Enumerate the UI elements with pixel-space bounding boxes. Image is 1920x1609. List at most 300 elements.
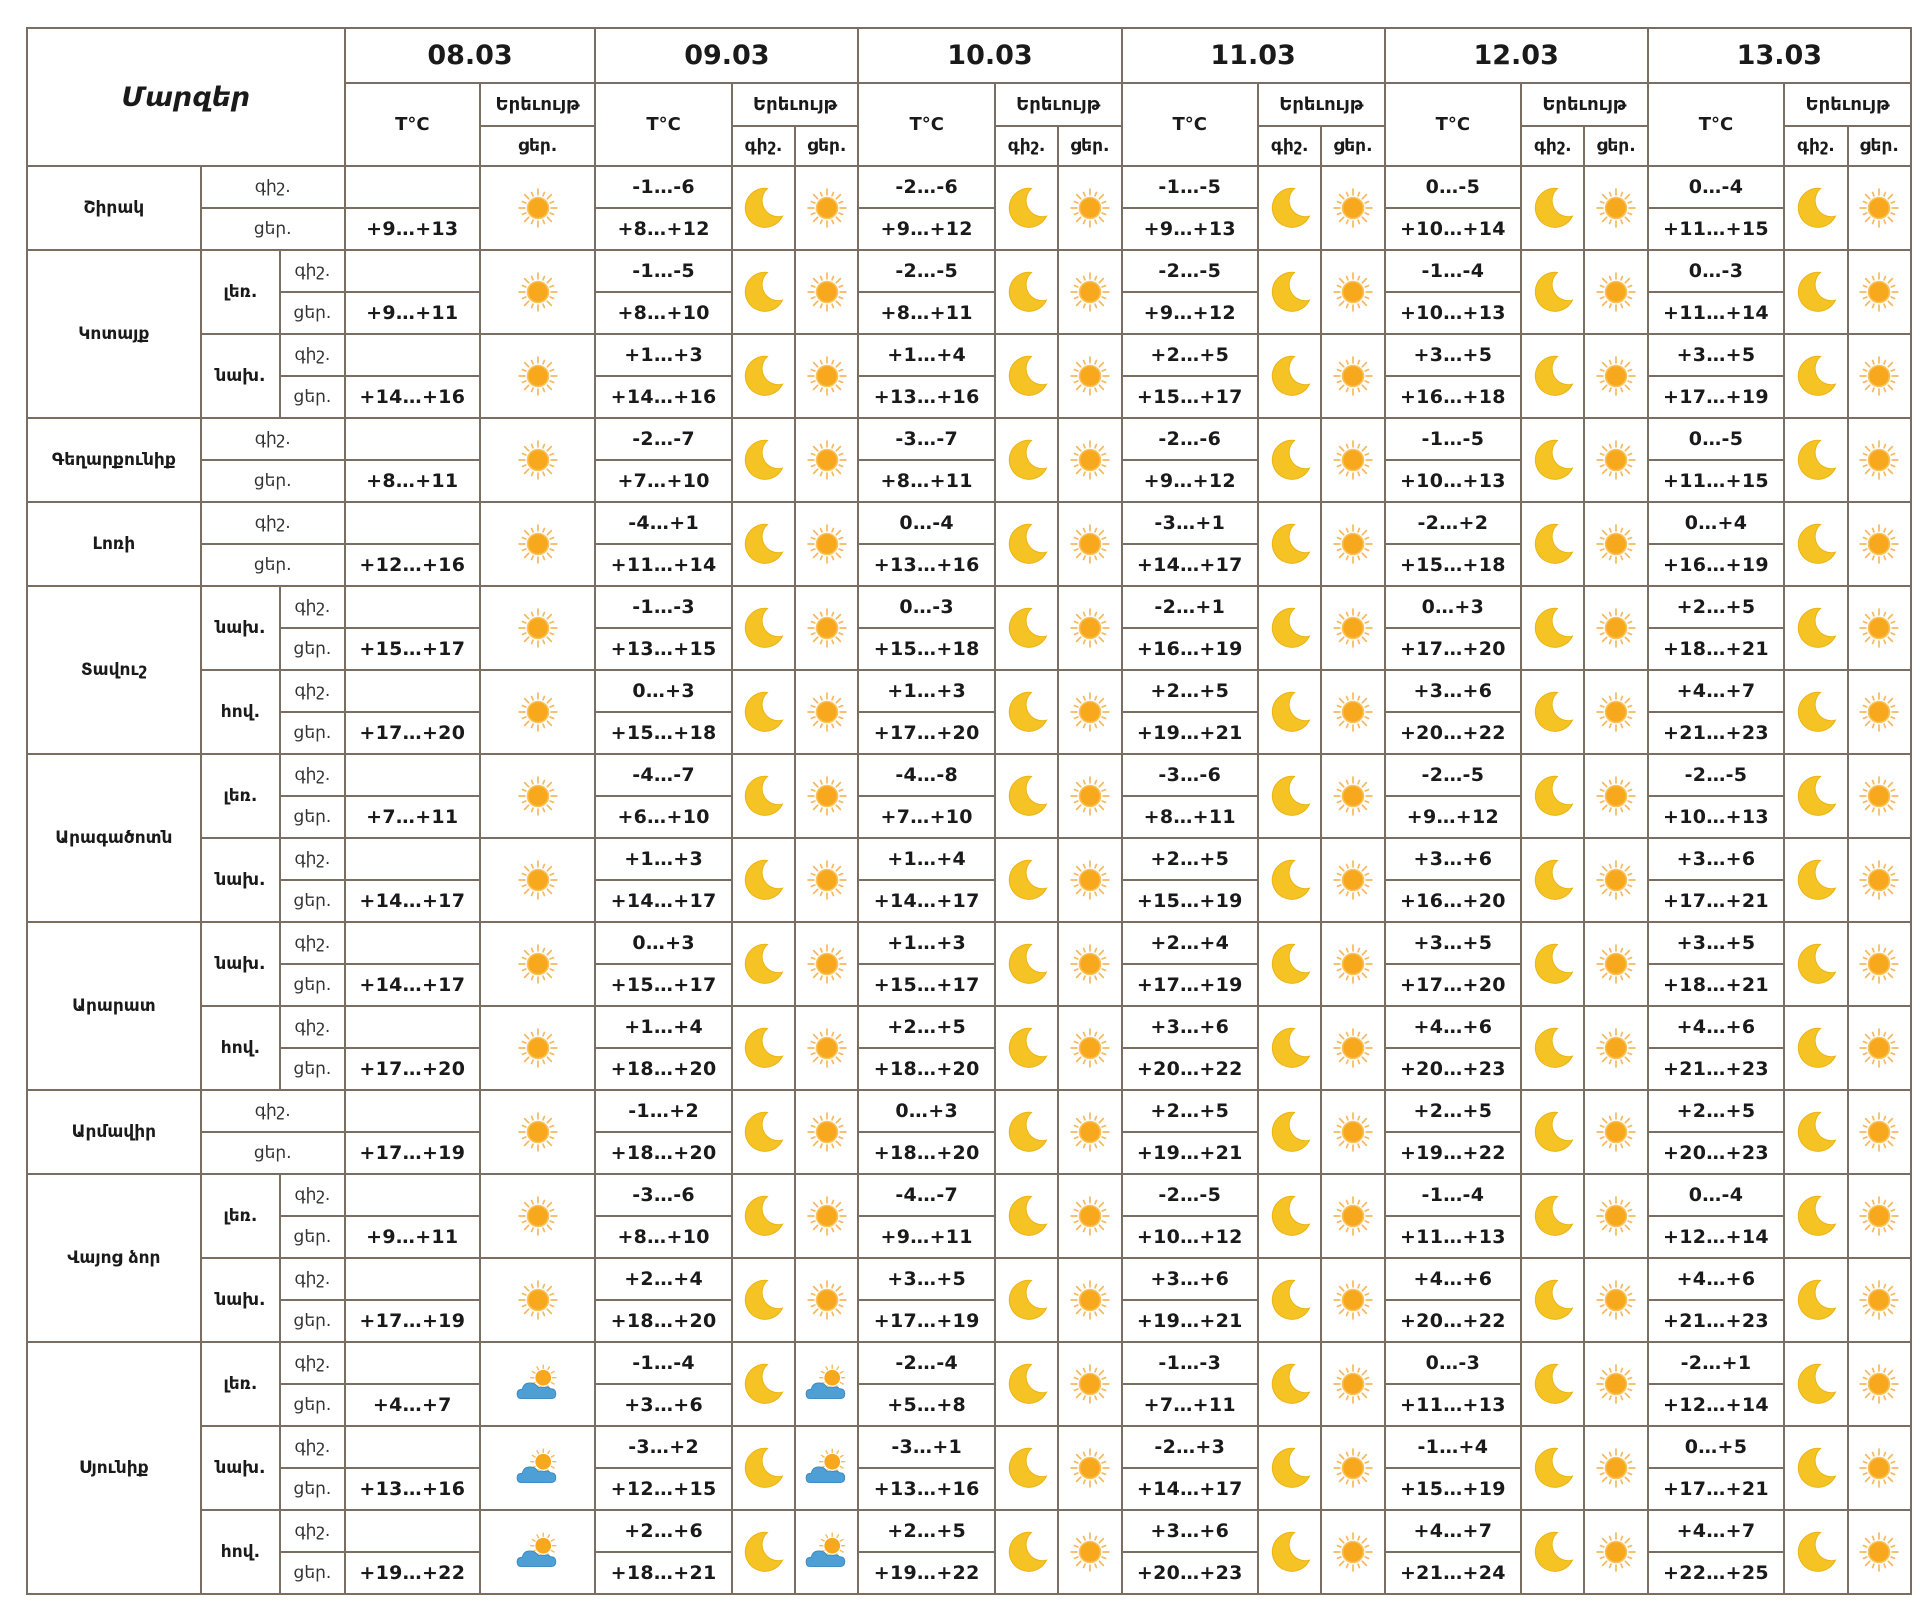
day-temperature: +9…+12 [1122,292,1259,334]
moon-icon [732,166,795,250]
day-temperature: +20…+22 [1385,1300,1522,1342]
forecast-table [26,27,1912,1595]
night-label: գիշ. [280,1342,345,1384]
day-temperature: +15…+18 [1385,544,1522,586]
sun-icon [1321,502,1384,586]
sun-icon [480,1258,595,1342]
moon-icon [732,838,795,922]
sun-icon [1584,586,1647,670]
region-name: Տավուշ [27,586,201,754]
moon-icon [1784,1426,1847,1510]
day-temperature: +17…+19 [1648,376,1785,418]
sun-icon [1584,250,1647,334]
moon-icon [995,502,1058,586]
moon-icon [995,754,1058,838]
subzone-label: լեռ. [201,754,280,838]
moon-icon [732,334,795,418]
moon-icon [732,1006,795,1090]
night-temperature [345,418,480,460]
moon-icon [1258,502,1321,586]
sun-icon [1321,418,1384,502]
moon-icon [732,1426,795,1510]
day-temperature: +21…+23 [1648,1300,1785,1342]
sun-icon [480,502,595,586]
day-temperature: +18…+20 [858,1132,995,1174]
day-temperature: +17…+19 [1122,964,1259,1006]
region-name: Կոտայք [27,250,201,418]
day-temperature: +7…+11 [345,796,480,838]
day-temperature: +11…+15 [1648,460,1785,502]
day-temperature: +10…+13 [1385,292,1522,334]
day-temperature: +9…+12 [858,208,995,250]
moon-icon [1258,1426,1321,1510]
night-temperature [345,1174,480,1216]
sun-icon [1584,1258,1647,1342]
sun-icon [1584,1174,1647,1258]
night-temperature: +4…+6 [1648,1258,1785,1300]
night-temperature: +3…+5 [1385,334,1522,376]
sun-icon [480,838,595,922]
temp-column-header: T°C [1648,83,1785,166]
night-temperature: 0…-3 [1385,1342,1522,1384]
night-row [27,754,1911,796]
day-label: ցեր. [280,376,345,418]
region-name: Լոռի [27,502,201,586]
night-label: գիշ. [201,418,345,460]
night-temperature: +2…+5 [1122,670,1259,712]
sun-icon [480,670,595,754]
night-temperature: -2…+3 [1122,1426,1259,1468]
sun-icon [795,754,858,838]
sun-icon [1584,502,1647,586]
night-row [27,922,1911,964]
day-temperature: +15…+17 [858,964,995,1006]
sun-icon [1848,922,1912,1006]
moon-icon [1784,586,1847,670]
sun-icon [480,586,595,670]
night-temperature: 0…+3 [858,1090,995,1132]
sun-icon [1321,586,1384,670]
night-temperature: -2…-5 [1648,754,1785,796]
day-temperature: +17…+21 [1648,880,1785,922]
day-temperature: +14…+16 [345,376,480,418]
moon-icon [1521,1090,1584,1174]
sun-icon [480,1006,595,1090]
night-temperature [345,1510,480,1552]
region-name: Շիրակ [27,166,201,250]
night-temperature: -2…+2 [1385,502,1522,544]
phenomenon-header: Երեւույթ [1258,83,1385,126]
sun-icon [1058,670,1121,754]
moon-icon [1784,166,1847,250]
day-temperature: +21…+23 [1648,712,1785,754]
night-temperature: -3…+1 [858,1426,995,1468]
day-label: ցեր. [1321,126,1384,166]
night-temperature: +1…+4 [595,1006,732,1048]
moon-icon [1784,670,1847,754]
night-temperature: -1…-4 [1385,250,1522,292]
night-temperature: -2…-7 [595,418,732,460]
day-label: ցեր. [795,126,858,166]
night-temperature: +1…+4 [858,334,995,376]
day-temperature: +18…+20 [595,1132,732,1174]
night-label: գիշ. [995,126,1058,166]
day-temperature: +12…+16 [345,544,480,586]
moon-icon [1784,1342,1847,1426]
subzone-label: նախ. [201,334,280,418]
sun-icon [1584,1342,1647,1426]
subzone-label: լեռ. [201,250,280,334]
sun-icon [795,922,858,1006]
sun-icon [1848,334,1912,418]
night-temperature: 0…-4 [1648,166,1785,208]
night-temperature: -2…-5 [1385,754,1522,796]
night-temperature [345,1426,480,1468]
date-header: 09.03 [595,28,858,83]
day-label: ցեր. [201,1132,345,1174]
sun-icon [795,166,858,250]
day-temperature: +21…+23 [1648,1048,1785,1090]
day-temperature: +11…+14 [595,544,732,586]
night-temperature [345,502,480,544]
night-temperature: +1…+3 [595,838,732,880]
moon-icon [732,250,795,334]
sun-icon [795,670,858,754]
night-label: գիշ. [280,838,345,880]
moon-icon [1521,166,1584,250]
night-temperature: 0…+3 [595,922,732,964]
night-temperature [345,838,480,880]
moon-icon [1258,1258,1321,1342]
moon-icon [1258,754,1321,838]
night-row [27,334,1911,376]
moon-icon [995,1510,1058,1594]
day-temperature: +17…+20 [1385,964,1522,1006]
day-temperature: +14…+17 [345,880,480,922]
moon-icon [1521,754,1584,838]
sun-icon [1058,1258,1121,1342]
night-temperature: -3…+2 [595,1426,732,1468]
day-temperature: +9…+12 [1385,796,1522,838]
sun-icon [1848,838,1912,922]
sun-icon [795,334,858,418]
day-temperature: +15…+18 [858,628,995,670]
day-label: ցեր. [280,964,345,1006]
sun-icon [795,838,858,922]
phenomenon-header: Երեւույթ [1521,83,1648,126]
night-temperature [345,1090,480,1132]
moon-icon [1258,1342,1321,1426]
subzone-label: լեռ. [201,1174,280,1258]
moon-icon [995,922,1058,1006]
moon-icon [732,418,795,502]
sun-icon [1058,1510,1121,1594]
regions-header: Մարզեր [27,28,345,166]
sun-icon [480,418,595,502]
day-temperature: +7…+10 [858,796,995,838]
moon-icon [1258,1090,1321,1174]
moon-icon [1258,838,1321,922]
day-temperature: +8…+11 [858,460,995,502]
sun-icon [1584,754,1647,838]
sun-icon [1321,670,1384,754]
moon-icon [1521,670,1584,754]
moon-icon [1784,838,1847,922]
day-temperature: +12…+14 [1648,1384,1785,1426]
night-label: գիշ. [280,250,345,292]
sun-icon [1321,1174,1384,1258]
day-temperature: +14…+17 [595,880,732,922]
night-label: գիշ. [280,334,345,376]
sun-icon [1584,166,1647,250]
night-temperature: -1…-4 [595,1342,732,1384]
day-temperature: +11…+13 [1385,1216,1522,1258]
sun-icon [480,1174,595,1258]
night-temperature: +3…+6 [1385,670,1522,712]
night-temperature: +3…+5 [858,1258,995,1300]
sun-icon [795,586,858,670]
sun-icon [1584,922,1647,1006]
day-temperature: +9…+13 [345,208,480,250]
sun-icon [1848,754,1912,838]
night-temperature: +3…+6 [1122,1258,1259,1300]
subzone-label: լեռ. [201,1342,280,1426]
sun-icon [1584,670,1647,754]
day-temperature: +17…+19 [858,1300,995,1342]
day-temperature: +16…+19 [1648,544,1785,586]
night-label: գիշ. [201,166,345,208]
moon-icon [995,1258,1058,1342]
sun-icon [1584,1090,1647,1174]
moon-icon [1521,1258,1584,1342]
sun-icon [1584,418,1647,502]
night-temperature: 0…-4 [1648,1174,1785,1216]
night-label: գիշ. [280,670,345,712]
moon-icon [1521,1342,1584,1426]
night-temperature: +1…+3 [595,334,732,376]
day-temperature: +17…+20 [345,1048,480,1090]
day-temperature: +8…+12 [595,208,732,250]
phenomenon-header: Երեւույթ [995,83,1122,126]
day-temperature: +13…+16 [858,1468,995,1510]
night-temperature: +3…+6 [1648,838,1785,880]
date-header: 12.03 [1385,28,1648,83]
sun-icon [1058,502,1121,586]
day-temperature: +10…+13 [1385,460,1522,502]
sun-icon [1584,334,1647,418]
night-temperature: +4…+7 [1648,1510,1785,1552]
moon-icon [1784,1258,1847,1342]
day-temperature: +20…+23 [1122,1552,1259,1594]
day-temperature: +17…+20 [1385,628,1522,670]
moon-icon [995,250,1058,334]
night-label: գիշ. [280,754,345,796]
moon-icon [732,754,795,838]
sun-icon [480,1090,595,1174]
sun-icon [1321,1090,1384,1174]
sun-icon [1848,1174,1912,1258]
day-temperature: +9…+11 [345,1216,480,1258]
night-temperature: 0…+4 [1648,502,1785,544]
moon-icon [1258,334,1321,418]
night-temperature: 0…+5 [1648,1426,1785,1468]
moon-icon [995,166,1058,250]
night-temperature [345,754,480,796]
subzone-label: նախ. [201,1426,280,1510]
day-temperature: +5…+8 [858,1384,995,1426]
day-temperature: +9…+11 [345,292,480,334]
day-temperature: +19…+21 [1122,712,1259,754]
sun-icon [1848,1258,1912,1342]
day-label: ցեր. [1584,126,1647,166]
sun-icon [1584,1006,1647,1090]
day-temperature: +9…+13 [1122,208,1259,250]
sun-icon [795,1258,858,1342]
day-temperature: +6…+10 [595,796,732,838]
sun-icon [795,250,858,334]
day-temperature: +18…+21 [1648,964,1785,1006]
date-header: 11.03 [1122,28,1385,83]
sun-icon [1584,838,1647,922]
night-temperature: -3…-6 [1122,754,1259,796]
moon-icon [1784,502,1847,586]
day-temperature: +15…+17 [1122,376,1259,418]
night-label: գիշ. [1784,126,1847,166]
night-temperature: -1…-5 [595,250,732,292]
moon-icon [1521,838,1584,922]
sun-icon [1848,1090,1912,1174]
day-label: ցեր. [280,1216,345,1258]
day-temperature: +16…+19 [1122,628,1259,670]
day-temperature: +8…+11 [1122,796,1259,838]
moon-icon [995,334,1058,418]
night-row [27,418,1911,460]
moon-icon [1521,1174,1584,1258]
night-temperature: 0…+3 [595,670,732,712]
moon-icon [995,838,1058,922]
night-label: գիշ. [1521,126,1584,166]
moon-icon [1784,334,1847,418]
night-row [27,586,1911,628]
night-temperature: +4…+7 [1648,670,1785,712]
day-temperature: +20…+22 [1122,1048,1259,1090]
sun-icon [1584,1510,1647,1594]
day-temperature: +14…+16 [595,376,732,418]
moon-icon [1521,418,1584,502]
night-label: գիշ. [201,502,345,544]
moon-icon [1784,1006,1847,1090]
sun-icon [480,166,595,250]
moon-icon [1784,1174,1847,1258]
night-row [27,670,1911,712]
day-temperature: +22…+25 [1648,1552,1785,1594]
night-temperature [345,1006,480,1048]
subzone-label: հով. [201,1006,280,1090]
night-temperature: +4…+7 [1385,1510,1522,1552]
night-temperature: +2…+5 [1122,334,1259,376]
day-temperature: +15…+19 [1122,880,1259,922]
night-label: գիշ. [280,1006,345,1048]
night-temperature: -1…-5 [1385,418,1522,460]
night-temperature: +2…+5 [1648,1090,1785,1132]
night-row [27,502,1911,544]
sun-icon [480,334,595,418]
night-row [27,1510,1911,1552]
day-temperature: +14…+17 [858,880,995,922]
subzone-label: նախ. [201,922,280,1006]
day-temperature: +14…+17 [1122,1468,1259,1510]
day-temperature: +4…+7 [345,1384,480,1426]
day-temperature: +11…+14 [1648,292,1785,334]
sun-icon [1584,1426,1647,1510]
night-temperature: +4…+6 [1385,1006,1522,1048]
day-label: ցեր. [280,880,345,922]
moon-icon [1784,1510,1847,1594]
night-row [27,1258,1911,1300]
sun-icon [795,1174,858,1258]
night-temperature [345,586,480,628]
night-temperature [345,1258,480,1300]
night-temperature: -2…-6 [858,166,995,208]
night-temperature: 0…-3 [1648,250,1785,292]
sun-icon [1058,334,1121,418]
sun-icon [1058,1174,1121,1258]
moon-icon [1521,502,1584,586]
forecast-sheet [26,27,1912,1595]
day-label: ցեր. [280,1552,345,1594]
temp-column-header: T°C [345,83,480,166]
moon-icon [1784,1090,1847,1174]
moon-icon [1784,418,1847,502]
night-temperature: +3…+5 [1648,334,1785,376]
date-header: 10.03 [858,28,1121,83]
region-name: Արմավիր [27,1090,201,1174]
sun-icon [1058,1426,1121,1510]
day-temperature: +15…+17 [345,628,480,670]
day-temperature: +17…+20 [858,712,995,754]
subzone-label: հով. [201,670,280,754]
moon-icon [732,922,795,1006]
moon-icon [732,670,795,754]
night-temperature: 0…-4 [858,502,995,544]
night-row [27,1006,1911,1048]
region-name: Արագածոտն [27,754,201,922]
sun-icon [1848,670,1912,754]
day-label: ցեր. [201,208,345,250]
night-row [27,1426,1911,1468]
night-temperature: -4…+1 [595,502,732,544]
night-temperature: -2…+1 [1648,1342,1785,1384]
sun-icon [1321,250,1384,334]
night-temperature: -1…-3 [595,586,732,628]
day-temperature: +18…+20 [595,1048,732,1090]
moon-icon [732,1510,795,1594]
night-temperature: +2…+6 [595,1510,732,1552]
moon-icon [995,1426,1058,1510]
sun-icon [1848,166,1912,250]
day-temperature: +13…+15 [595,628,732,670]
sun-icon [1848,1426,1912,1510]
moon-icon [995,1174,1058,1258]
day-temperature: +14…+17 [345,964,480,1006]
night-temperature: -2…-5 [858,250,995,292]
night-temperature [345,250,480,292]
day-temperature: +20…+23 [1648,1132,1785,1174]
subzone-label: նախ. [201,1258,280,1342]
day-label: ցեր. [280,1300,345,1342]
night-temperature: +2…+4 [1122,922,1259,964]
sun-icon [1321,922,1384,1006]
